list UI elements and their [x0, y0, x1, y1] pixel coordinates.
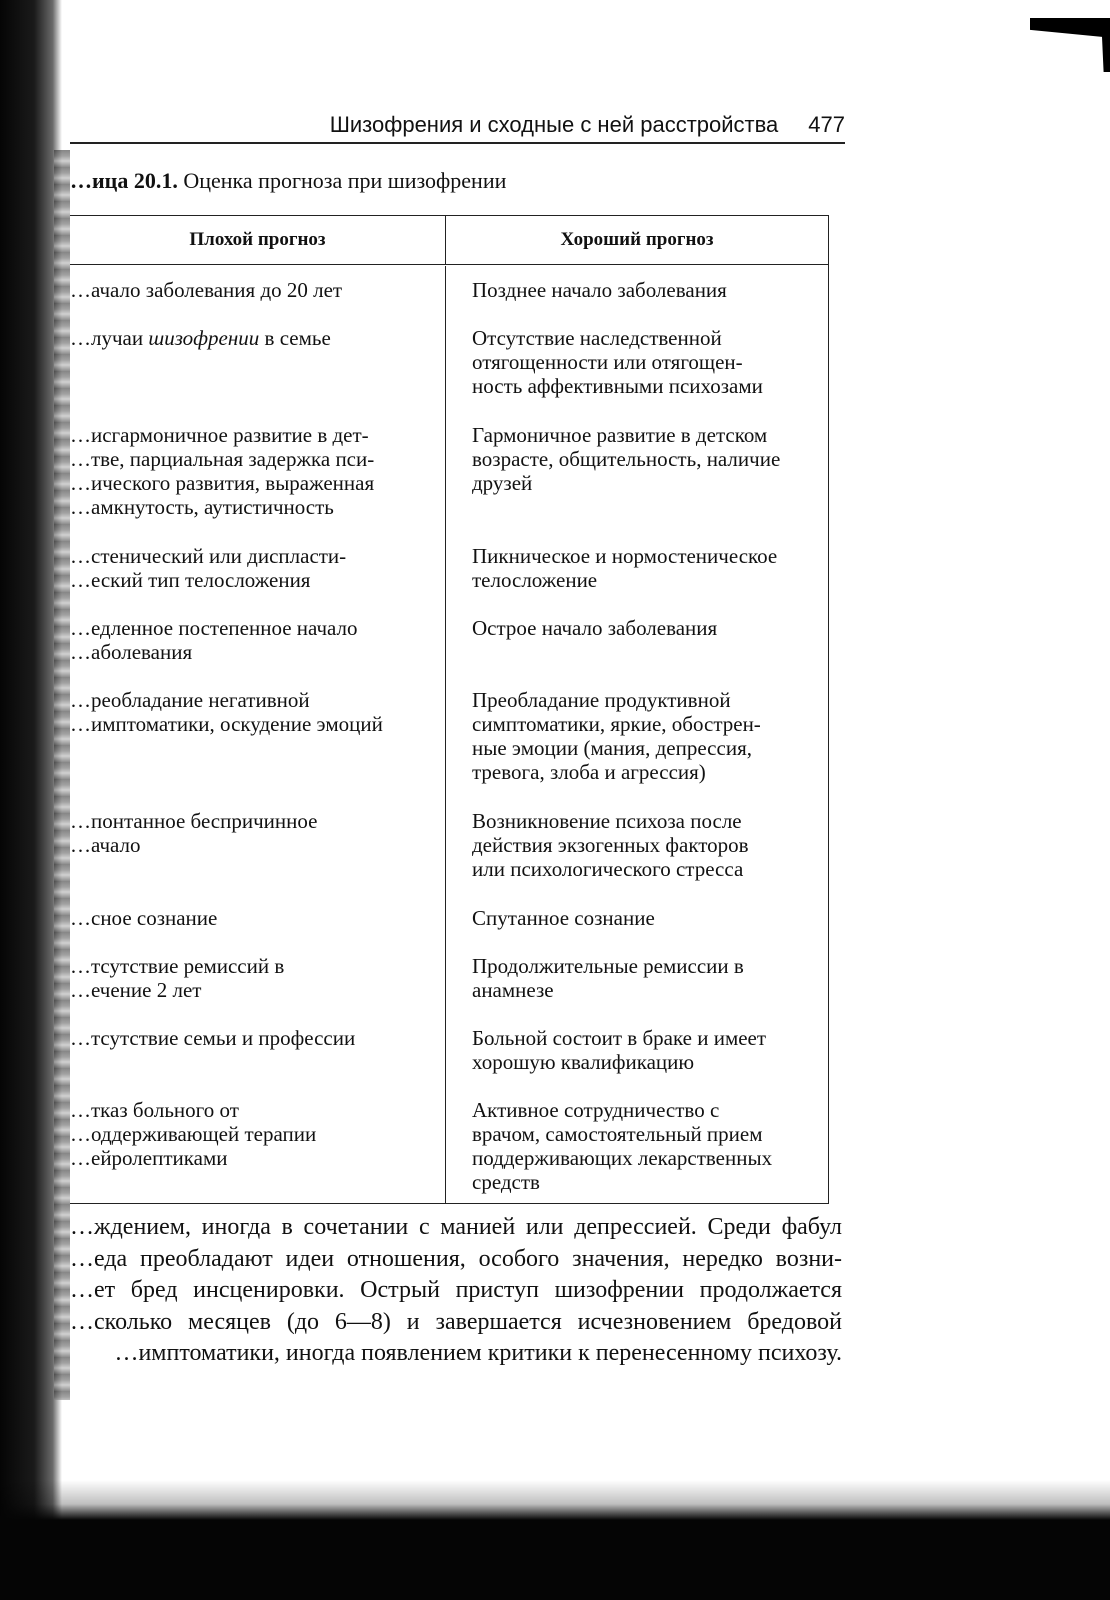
table-row: [70, 1014, 828, 1086]
table-row: [70, 676, 828, 797]
cell-line: …ачало заболевания до 20 лет: [70, 278, 343, 302]
table-header-row: [70, 216, 828, 265]
cell-line: Больной состоит в браке и имеет: [472, 1026, 767, 1050]
cell-bad-prognosis: [70, 1086, 445, 1207]
cell-bad-prognosis: [70, 532, 445, 604]
paragraph-line: …еда преобладают идеи отношения, особого значения, нередко возни-: [70, 1245, 842, 1272]
cell-line: …ического развития, выраженная: [70, 471, 375, 495]
cell-line: …ейролептиками: [70, 1146, 228, 1170]
book-spine-shadow: [0, 0, 62, 1600]
cell-bad-prognosis: [70, 942, 445, 1014]
scan-corner-mark: [1030, 18, 1110, 72]
cell-bad-prognosis: [70, 676, 445, 797]
cell-line: Спутанное сознание: [472, 906, 655, 930]
cell-bad-prognosis: [70, 1014, 445, 1086]
table-caption-text: Оценка прогноза при шизофрении: [183, 168, 507, 193]
cell-bad-prognosis: [70, 604, 445, 676]
cell-line: или психологического стресса: [472, 857, 744, 881]
cell-line: …ечение 2 лет: [70, 978, 202, 1002]
cell-line: возрасте, общительность, наличие: [472, 447, 781, 471]
cell-line: средств: [472, 1170, 540, 1194]
table-row: [70, 411, 828, 532]
cell-line: поддерживающих лекарственных: [472, 1146, 773, 1170]
cell-good-prognosis: [445, 314, 828, 411]
table-row: [70, 266, 828, 314]
cell-bad-prognosis: [70, 266, 445, 314]
cell-line: …реобладание негативной: [70, 688, 310, 712]
cell-line: …стенический или диспласти-: [70, 544, 347, 568]
cell-line: …амкнутость, аутистичность: [70, 495, 334, 519]
table-row: [70, 942, 828, 1014]
cell-good-prognosis: [445, 797, 828, 894]
cell-good-prognosis: [445, 1014, 828, 1086]
cell-line: Возникновение психоза после: [472, 809, 742, 833]
cell-line: анамнезе: [472, 978, 554, 1002]
cell-line: …оддерживающей терапии: [70, 1122, 317, 1146]
paragraph-line: …имптоматики, иногда появлением критики к перенесенному психозу.: [114, 1340, 842, 1366]
running-header: [70, 108, 845, 144]
column-header-good-prognosis: Хороший прогноз: [560, 229, 714, 250]
table-row: [70, 532, 828, 604]
paragraph-line: …ет бред инсценировки. Острый приступ шизофрении продолжается: [70, 1277, 842, 1303]
cell-line: [70, 326, 427, 350]
cell-line: …едленное постепенное начало: [70, 616, 358, 640]
table-caption: [70, 168, 506, 194]
cell-line: …исгармоничное развитие в дет-: [70, 423, 369, 447]
table-row: [70, 314, 828, 411]
cell-line: друзей: [472, 471, 533, 495]
cell-bad-prognosis: [70, 894, 445, 942]
cell-good-prognosis: [445, 894, 828, 942]
table-body: [70, 266, 828, 1203]
cell-line: действия экзогенных факторов: [472, 833, 749, 857]
cell-good-prognosis: [445, 1086, 828, 1207]
body-paragraph: [70, 1212, 842, 1370]
cell-line: …тказ больного от: [70, 1098, 239, 1122]
table-row: [70, 604, 828, 676]
column-header-bad-prognosis: Плохой прогноз: [70, 216, 446, 264]
cell-good-prognosis: [445, 676, 828, 797]
cell-line: отягощенности или отягощен-: [472, 350, 743, 374]
prognosis-table: [70, 215, 829, 1204]
cell-bad-prognosis: [70, 314, 445, 411]
cell-line: …тве, парциальная задержка пси-: [70, 447, 375, 471]
cell-line: хорошую квалификацию: [472, 1050, 695, 1074]
page-bottom-shadow: [0, 1480, 1110, 1520]
cell-good-prognosis: [445, 942, 828, 1014]
paragraph-line: …сколько месяцев (до 6—8) и завершается исчезновением бредовой: [70, 1308, 842, 1335]
cell-line: тревога, злоба и агрессия): [472, 760, 706, 784]
cell-line: ность аффективными психозами: [472, 374, 763, 398]
cell-line: …имптоматики, оскудение эмоций: [70, 712, 383, 736]
cell-line: Позднее начало заболевания: [472, 278, 727, 302]
cell-good-prognosis: [445, 411, 828, 532]
cell-line: ные эмоции (мания, депрессия,: [472, 736, 752, 760]
table-row: [70, 797, 828, 894]
cell-good-prognosis: [445, 532, 828, 604]
table-row: [70, 894, 828, 942]
cell-line: Отсутствие наследственной: [472, 326, 722, 350]
page-number: 477: [808, 112, 845, 137]
cell-text-italic: шизофрении: [148, 326, 260, 350]
book-spine-texture: [54, 150, 70, 1400]
cell-line: …ачало: [70, 833, 141, 857]
cell-line: …понтанное беспричинное: [70, 809, 318, 833]
cell-line: …еский тип телосложения: [70, 568, 311, 592]
cell-good-prognosis: [445, 604, 828, 676]
paragraph-line: …ждением, иногда в сочетании с манией или депрессией. Среди фабул: [70, 1214, 842, 1240]
cell-line: Преобладание продуктивной: [472, 688, 731, 712]
cell-line: …тсутствие ремиссий в: [70, 954, 285, 978]
cell-line: Активное сотрудничество с: [472, 1098, 720, 1122]
cell-bad-prognosis: [70, 411, 445, 532]
cell-bad-prognosis: [70, 797, 445, 894]
cell-text: …лучаи: [70, 326, 149, 350]
cell-line: …сное сознание: [70, 906, 218, 930]
cell-good-prognosis: [445, 266, 828, 314]
cell-line: …аболевания: [70, 640, 193, 664]
cell-line: Острое начало заболевания: [472, 616, 718, 640]
cell-line: симптоматики, яркие, обострен-: [472, 712, 761, 736]
page-bottom-edge: [0, 1520, 1110, 1600]
cell-line: Продолжительные ремиссии в: [472, 954, 744, 978]
cell-line: …тсутствие семьи и профессии: [70, 1026, 356, 1050]
cell-line: телосложение: [472, 568, 598, 592]
cell-text: в семье: [259, 326, 331, 350]
table-caption-label: …ица 20.1.: [70, 168, 178, 193]
cell-line: врачом, самостоятельный прием: [472, 1122, 763, 1146]
cell-line: Гармоничное развитие в детском: [472, 423, 768, 447]
cell-line: Пикническое и нормостеническое: [472, 544, 778, 568]
running-title: Шизофрения и сходные с ней расстройства: [329, 112, 779, 137]
table-row: [70, 1086, 828, 1207]
